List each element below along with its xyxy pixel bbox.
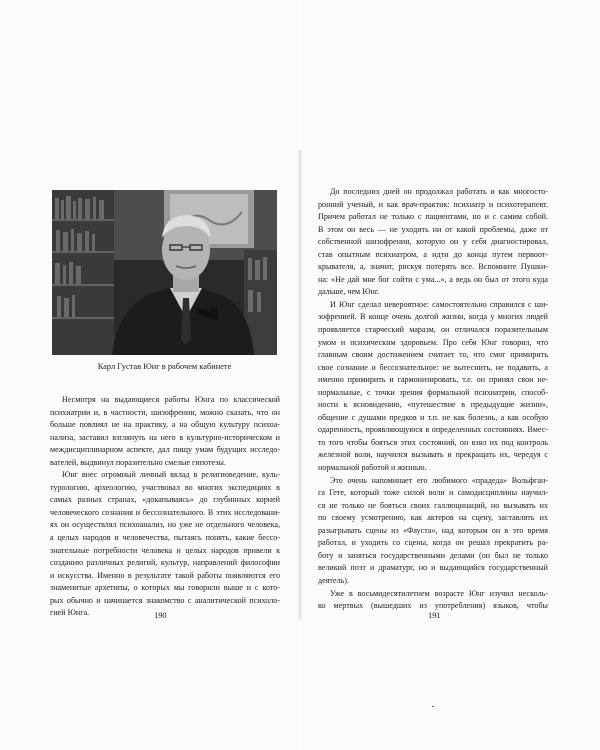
- text-line: междисциплинарном аспекте, дал пищу умам будущих исследо-: [50, 445, 280, 455]
- text-line: До последних дней он продолжал работать и как многосто-: [330, 187, 548, 196]
- text-line: Уже в восьмидесятилетнем возрасте Юнг изучил несколь-: [330, 588, 548, 598]
- text-line: турологию, археологию, участвовал во многих экспедициях в: [50, 482, 280, 492]
- text-line: свое сознание и бессознательное: не вытеснить, не подавить, а: [318, 362, 548, 372]
- text-line: гией Юнга.: [50, 608, 90, 618]
- text-line: одаренность, проявляющуюся в определенных состояниях. Вмес-: [318, 425, 548, 435]
- text-line: главным своим достижением считает то, что смог примирить: [318, 350, 548, 360]
- text-line: В этом он весь — не уходить ни от какой проблемы, даже от: [318, 224, 548, 234]
- portrait-photo: [52, 190, 277, 355]
- text-line: нормальные, с точки зрения формальной психиатрии, способ-: [318, 387, 548, 397]
- text-line: ко мертвых (вышедших из употребления) языков, чтобы: [318, 601, 548, 611]
- text-line: ях он осуществлял психоанализ, но уже не отдельного человека,: [50, 520, 280, 530]
- text-line: по своему усмотрению, как актеров на сцену, заставлять их: [318, 513, 548, 523]
- text-line: ности к ясновидению, «путешествие в предыдущие жизни»,: [318, 400, 548, 410]
- text-line: психиатрии и, в частности, шизофрении, можно сказать, что он: [50, 407, 280, 417]
- text-line: крывателя, а, значит, рискуя потерять все. Вспомните Пушки-: [318, 262, 548, 272]
- text-line: человеческого сознания и бессознательного. В этих исследовани-: [50, 507, 280, 517]
- text-line: Это очень напоминает его любимого «прадеда» Вольфган-: [330, 475, 548, 485]
- book-gutter: [298, 150, 302, 620]
- text-line: на: «Не дай мне бог сойти с ума...», а ведь он был от этого куда: [318, 274, 548, 284]
- text-line: И Юнг сделал невероятное: самостоятельно справился с ши-: [330, 299, 548, 309]
- text-line: умом и психическим здоровьем. Про себя Юнг говорил, что: [318, 337, 548, 347]
- text-line: ронний ученый, и как врач-практик: психиатр и психотерапевт.: [318, 199, 548, 209]
- text-line: собственной шизофрении, которую он у себя диагностировал,: [318, 237, 548, 247]
- text-line: самых разных странах, «докапываясь» до глубинных корней: [50, 495, 280, 505]
- text-line: Несмотря на выдающиеся работы Юнга по классической: [62, 395, 280, 404]
- text-line: деятель).: [318, 575, 350, 585]
- text-line: дальше, чем Юнг.: [318, 287, 380, 297]
- text-line: разыгрывать сцены из «Фауста», над которым он в это время: [318, 525, 548, 535]
- text-line: проявляется старческий маразм, он отличался поразительным: [318, 325, 548, 335]
- text-line: созданию различных религий, культур, направлений философии: [50, 558, 280, 568]
- text-line: работал, и уходить со сцены, когда он решал прекратить ра-: [318, 538, 548, 548]
- text-line: га Гете, который тоже силой воли и самодисциплины научил-: [318, 488, 548, 498]
- portrait-photo-image: [52, 190, 277, 355]
- text-line: Юнг внес огромный личный вклад в религиоведение, куль-: [62, 470, 280, 480]
- page-number-left: 190: [154, 611, 167, 620]
- text-line: и искусства. Именно в результате такой работы появляются его: [50, 570, 280, 580]
- text-line: железной воли, научился вызывать и прекращать их, чередуя с: [318, 450, 548, 460]
- text-line: рых обычно и начинается знакомство с аналитической психоло-: [50, 595, 280, 605]
- text-line: именно примирить и гармонизировать, т.е. он принял свои не-: [318, 375, 548, 385]
- text-line: став опытным психиатром, а идти до конца путем первоот-: [318, 249, 548, 259]
- photo-caption: Карл Густав Юнг в рабочем кабинете: [97, 362, 232, 371]
- text-line: то того чтобы бояться этих состояний, он взял их под контроль: [318, 437, 548, 447]
- text-line: а целых народов и человечества, пытаясь понять, какие бессо-: [50, 533, 280, 543]
- left-page: [0, 0, 299, 750]
- left-page-text: [50, 394, 280, 620]
- text-line: вателей, выдвинул поразительно смелые гипотезы.: [50, 457, 226, 467]
- text-line: Причем работал не только с пациентами, но и с самим собой.: [318, 212, 548, 222]
- page-number-right: 191: [428, 611, 441, 620]
- text-line: зофренией. В конце очень долгой жизни, когда у многих людей: [318, 312, 548, 322]
- text-line: ся не только не бояться своих галлюцинаций, но вызывать их: [318, 500, 548, 510]
- text-line: нализа, заставил взглянуть на него в культурно-историческом и: [50, 432, 280, 442]
- right-page-text: [318, 186, 548, 613]
- text-line: нормальной работой и жизнью.: [318, 463, 427, 473]
- text-line: великий поэт и драматург, но и выдающийся государственный: [318, 563, 548, 573]
- text-line: боту и заняться государственными делами (он был не только: [318, 550, 548, 560]
- print-speck: [432, 706, 434, 707]
- text-line: знательные потребности человека и целых народов привели к: [50, 545, 280, 555]
- text-line: больше повлиял не на практику, а на общую культуру психоа-: [50, 420, 280, 430]
- text-line: знаменитые архетипы, о которых мы говорили выше и с кото-: [50, 583, 280, 593]
- text-line: общение с душами предков и т.п. не как болезнь, а как особую: [318, 412, 548, 422]
